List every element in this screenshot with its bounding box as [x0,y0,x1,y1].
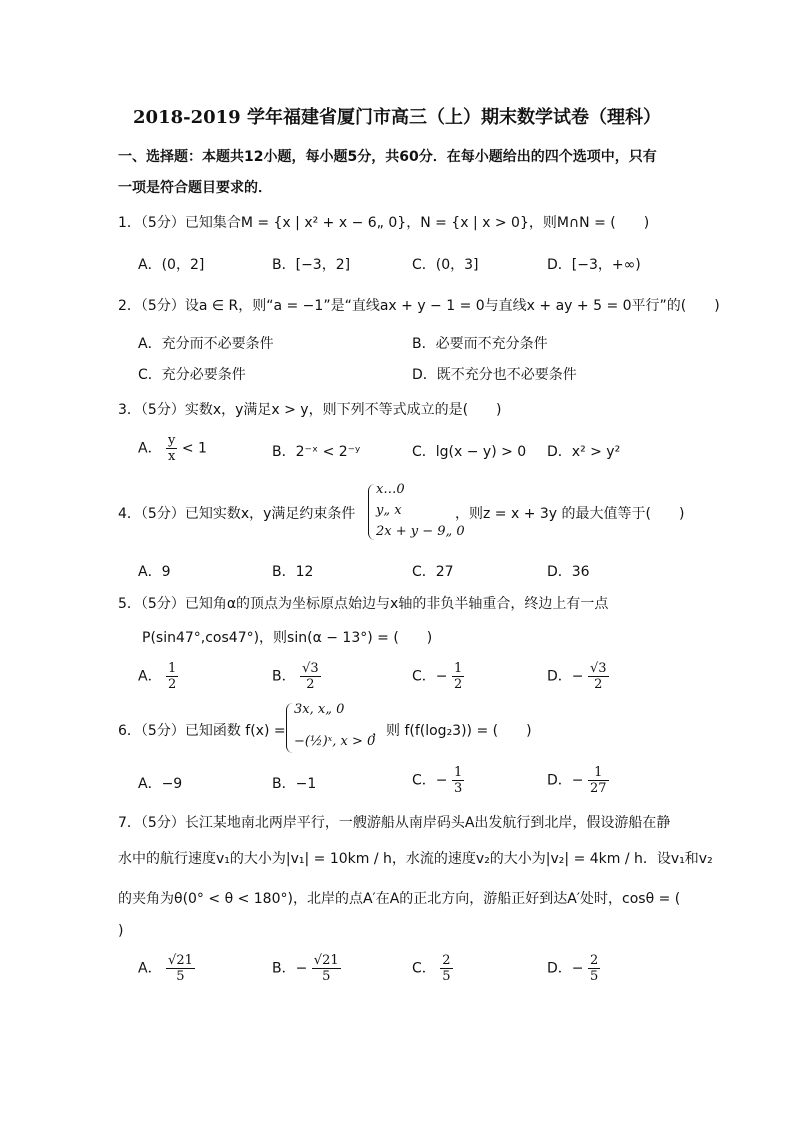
fraction-numerator: 1 [168,661,177,676]
q6-option-c [412,765,464,796]
q7-line4: ) [118,923,124,939]
q3-stem: 3．（5分）实数x，y满足x > y，则下列不等式成立的是( ) [118,402,502,418]
q5-line2: P(sin47°,cos47°)，则sin(α − 13°) = ( ) [142,630,433,646]
option-sign: − [295,960,308,977]
option-label: D． [547,960,572,977]
fraction-numerator: 2 [589,953,599,968]
fraction-denominator: 5 [176,969,185,984]
option-fraction [312,953,341,984]
q6-option-b: B．−1 [272,776,317,792]
option-label: B． [272,668,296,685]
fraction-numerator: √3 [302,661,319,676]
option-label: C． [412,668,436,685]
q5-option-c [412,661,464,692]
option-sign: − [571,668,584,685]
q3-option-a [138,433,207,464]
option-label: C． [412,960,436,977]
option-fraction [588,953,600,984]
q3-option-d: D．x² > y² [547,444,621,460]
q4-option-a: A．9 [138,564,171,580]
option-fraction [166,661,178,692]
option-fraction [166,953,195,984]
fraction-numerator: √3 [589,661,607,676]
q2-option-c: C．充分必要条件 [138,367,246,383]
q3-option-a-label: A． [138,440,162,457]
q2-option-a: A．充分而不必要条件 [138,336,274,352]
section-heading-line2: 一项是符合题目要求的． [118,180,272,196]
q6-stem-suffix: ，则 f(f(log₂3)) = ( ) [372,723,532,739]
q4-option-c: C．27 [412,564,454,580]
option-label: B． [272,960,296,977]
q4-option-d: D．36 [547,564,590,580]
q5-option-a [138,661,178,692]
option-sign: − [435,668,448,685]
q2-option-b: B．必要而不充分条件 [412,336,548,352]
fraction-denominator: 5 [442,969,451,984]
option-fraction [452,661,464,692]
q1-option-d: D．[−3，+∞) [547,257,641,273]
q3-option-c: C．lg(x − y) > 0 [412,444,527,460]
q7-line1: 7．（5分）长江某地南北两岸平行，一艘游船从南岸码头A出发航行到北岸，假设游船在静 [118,815,671,831]
q7-line3: 的夹角为θ(0° < θ < 180°)，北岸的点A′在A的正北方向，游船正好到达A′处时，cosθ = ( [118,891,681,907]
q6-piece-2: −(½)ˣ, x > 0 [294,734,376,749]
q1-option-c: C．(0，3] [412,257,479,273]
q2-option-d: D．既不充分也不必要条件 [412,367,577,383]
option-fraction [452,765,464,796]
option-label: A． [138,960,162,977]
q7-option-c [412,953,453,984]
fraction-numerator: 1 [588,765,609,781]
q1-stem: 1．（5分）已知集合M = {x | x² + x − 6„ 0}，N = {x | x > 0}，则M∩N = ( ) [118,215,650,231]
fraction-numerator: y [168,433,176,448]
q5-option-d [547,661,609,692]
q6-option-d [547,765,609,796]
q7-line2: 水中的航行速度v₁的大小为|v₁| = 10km / h，水流的速度v₂的大小为|v₂| = 4km / h．设v₁和v₂ [118,851,713,867]
fraction-denominator: 2 [306,677,315,692]
q2-stem: 2．（5分）设a ∈ R，则“a = −1”是“直线ax + y − 1 = 0与直线x + ay + 5 = 0平行”的( ) [118,298,720,314]
option-label: C．− [412,772,448,789]
q4-brace [368,484,375,540]
q3-option-b: B．2⁻ˣ < 2⁻ʸ [272,444,361,460]
option-fraction [300,661,321,692]
q3-option-a-tail: < 1 [181,440,207,457]
q4-constraint-3: 2x + y − 9„ 0 [376,524,465,539]
option-label: D． [547,668,572,685]
fraction-denominator: 2 [594,677,603,692]
q7-option-a [138,953,195,984]
q1-option-a: A．(0，2] [138,257,205,273]
option-label: A． [138,668,162,685]
fraction-denominator: 3 [453,781,463,796]
fraction-numerator: 1 [453,765,463,780]
q5-option-b [272,661,321,692]
page-title: 2018-2019 学年福建省厦门市高三（上）期末数学试卷（理科） [133,107,661,128]
fraction-denominator: 2 [453,677,463,692]
q4-stem-prefix: 4．（5分）已知实数x，y满足约束条件 [118,506,356,522]
q1-option-b: B．[−3，2] [272,257,351,273]
option-fraction [440,953,452,984]
section-heading-line1: 一、选择题：本题共12小题，每小题5分，共60分．在每小题给出的四个选项中，只有 [118,149,657,165]
q7-option-d [547,953,600,984]
q4-constraint-1: x…0 [376,482,405,497]
fraction-numerator: √21 [313,953,339,968]
q6-option-a: A．−9 [138,776,183,792]
option-label: D．− [547,772,584,789]
fraction-numerator: 1 [453,661,463,676]
q3-option-a-fraction [166,433,177,464]
q6-piece-1: 3x, x„ 0 [294,702,345,717]
fraction-numerator: 2 [442,953,451,968]
fraction-numerator: √21 [168,953,193,968]
fraction-denominator: 5 [322,969,331,984]
q6-brace [286,703,293,753]
fraction-denominator: x [168,449,176,464]
q7-option-b [272,953,341,984]
fraction-denominator: 2 [168,677,177,692]
q6-stem-prefix: 6．（5分）已知函数 f(x) = [118,723,286,739]
q4-stem-suffix: ，则z = x + 3y 的最大值等于( ) [455,506,685,522]
q4-option-b: B．12 [272,564,314,580]
option-fraction [588,661,609,692]
fraction-denominator: 5 [589,969,599,984]
option-fraction [588,765,609,796]
option-sign: − [571,960,584,977]
q5-line1: 5．（5分）已知角α的顶点为坐标原点始边与x轴的非负半轴重合，终边上有一点 [118,596,609,612]
fraction-denominator: 27 [589,781,607,796]
q4-constraint-2: y„ x [376,503,402,518]
